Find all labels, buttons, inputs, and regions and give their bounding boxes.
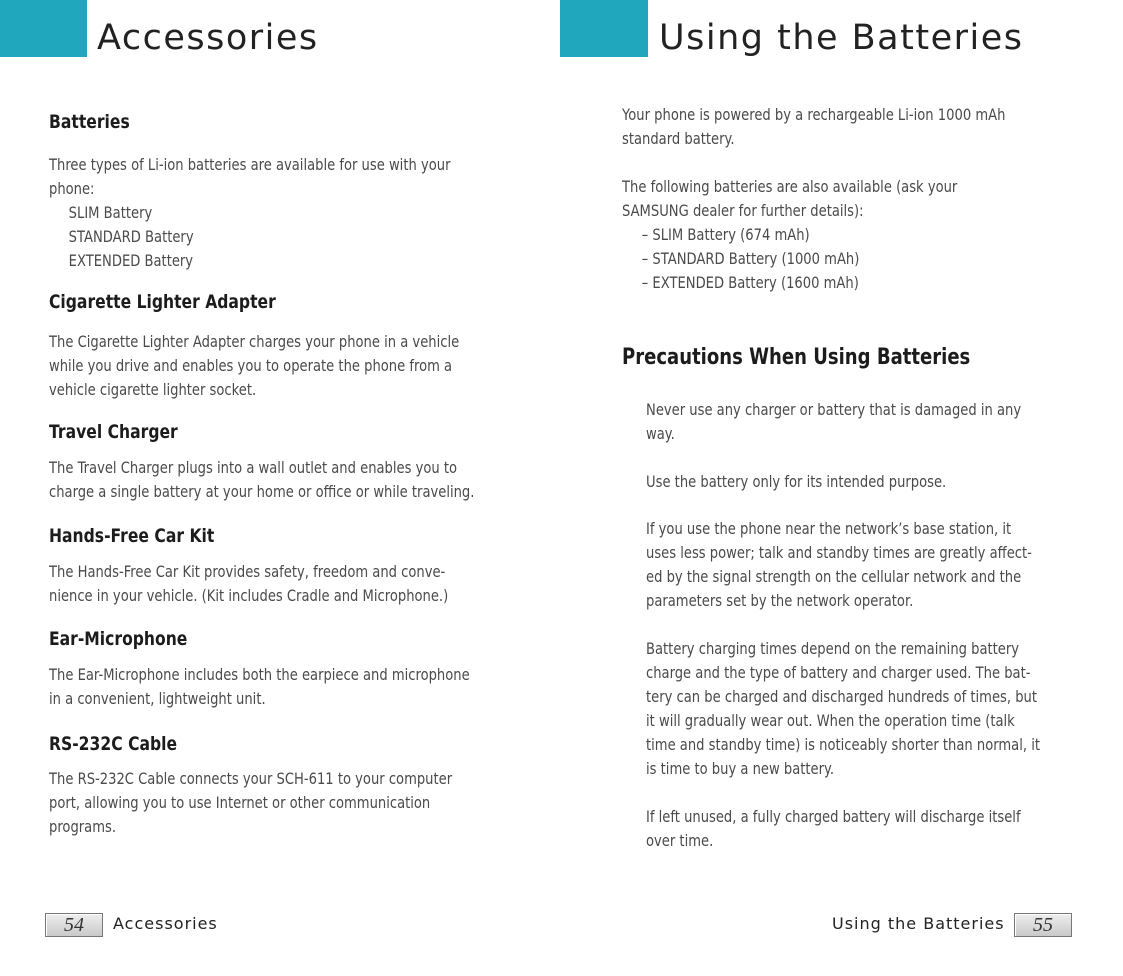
- section-body-batteries: [49, 153, 450, 273]
- header-tab: [560, 0, 648, 57]
- text-line: Never use any charger or battery that is damaged in any: [646, 400, 1022, 419]
- text-line: The Cigarette Lighter Adapter charges your phone in a vehicle: [49, 332, 460, 351]
- text-line: The following batteries are also available (ask your: [622, 177, 958, 196]
- text-line: uses less power; talk and standby times are greatly affect-: [646, 543, 1032, 562]
- text-line: phone:: [49, 179, 95, 198]
- text-line: is time to buy a new battery.: [646, 759, 835, 778]
- text-line: The RS-232C Cable connects your SCH-611 to your computer: [49, 769, 453, 788]
- text-line: programs.: [49, 817, 117, 836]
- text-line: Your phone is powered by a rechargeable Li-ion 1000 mAh: [622, 105, 1006, 124]
- text-line: in a convenient, lightweight unit.: [49, 689, 266, 708]
- section-heading-ear-microphone: Ear-Microphone: [49, 628, 188, 650]
- text-line: Use the battery only for its intended purpose.: [646, 472, 947, 491]
- battery-type-item: SLIM Battery: [68, 203, 153, 222]
- text-line: way.: [646, 424, 675, 443]
- battery-list-item: – SLIM Battery (674 mAh): [641, 225, 810, 244]
- text-line: parameters set by the network operator.: [646, 591, 914, 610]
- text-line: The Travel Charger plugs into a wall outlet and enables you to: [49, 458, 458, 477]
- text-line: Battery charging times depend on the remaining battery: [646, 639, 1020, 658]
- page-title: Using the Batteries: [659, 18, 1024, 58]
- battery-list-item: – STANDARD Battery (1000 mAh): [641, 249, 860, 268]
- precaution-item: [646, 470, 946, 494]
- battery-list-item: – EXTENDED Battery (1600 mAh): [641, 273, 859, 292]
- precaution-item: [646, 517, 1032, 613]
- section-heading-travel-charger: Travel Charger: [49, 421, 178, 443]
- text-line: charge and the type of battery and charger used. The bat-: [646, 663, 1031, 682]
- page-number-badge: [1014, 913, 1072, 937]
- available-batteries-paragraph: [622, 175, 957, 295]
- text-line: standard battery.: [622, 129, 735, 148]
- left-page: [0, 0, 560, 976]
- precautions-heading: Precautions When Using Batteries: [622, 345, 971, 370]
- section-heading-batteries: Batteries: [49, 111, 130, 133]
- page-title: Accessories: [97, 18, 319, 58]
- battery-type-item: EXTENDED Battery: [68, 251, 194, 270]
- text-line: vehicle cigarette lighter socket.: [49, 380, 257, 399]
- precaution-item: [646, 398, 1021, 446]
- precaution-item: [646, 637, 1040, 781]
- battery-type-item: STANDARD Battery: [68, 227, 194, 246]
- section-body-rs232c-cable: [49, 767, 452, 839]
- text-line: The Hands-Free Car Kit provides safety, freedom and conve-: [49, 562, 446, 581]
- section-heading-cigarette-lighter-adapter: Cigarette Lighter Adapter: [49, 291, 276, 313]
- page-number: 54: [64, 914, 84, 936]
- text-line: while you drive and enables you to operate the phone from a: [49, 356, 453, 375]
- text-line: If left unused, a fully charged battery will discharge itself: [646, 807, 1021, 826]
- section-heading-rs232c-cable: RS-232C Cable: [49, 733, 178, 755]
- text-line: port, allowing you to use Internet or other communication: [49, 793, 431, 812]
- text-line: it will gradually wear out. When the operation time (talk: [646, 711, 1015, 730]
- header-tab: [0, 0, 87, 57]
- section-body-ear-microphone: [49, 663, 470, 711]
- footer-label: Using the Batteries: [832, 914, 1005, 933]
- text-line: tery can be charged and discharged hundreds of times, but: [646, 687, 1037, 706]
- page-number-badge: [45, 913, 103, 937]
- precaution-item: [646, 805, 1021, 853]
- section-body-cigarette-lighter-adapter: [49, 330, 459, 402]
- intro-paragraph: [622, 103, 1005, 151]
- text-line: charge a single battery at your home or office or while traveling.: [49, 482, 475, 501]
- section-body-hands-free-car-kit: [49, 560, 448, 608]
- text-line: SAMSUNG dealer for further details):: [622, 201, 864, 220]
- text-line: time and standby time) is noticeably shorter than normal, it: [646, 735, 1040, 754]
- text-line: ed by the signal strength on the cellular network and the: [646, 567, 1022, 586]
- text-line: over time.: [646, 831, 714, 850]
- text-line: If you use the phone near the network’s base station, it: [646, 519, 1012, 538]
- section-heading-hands-free-car-kit: Hands-Free Car Kit: [49, 525, 215, 547]
- text-line: The Ear-Microphone includes both the earpiece and microphone: [49, 665, 470, 684]
- page-number: 55: [1033, 914, 1053, 936]
- right-page: [560, 0, 1123, 976]
- footer-label: Accessories: [113, 914, 218, 933]
- text-line: nience in your vehicle. (Kit includes Cradle and Microphone.): [49, 586, 449, 605]
- text-line: Three types of Li-ion batteries are available for use with your: [49, 155, 451, 174]
- section-body-travel-charger: [49, 456, 474, 504]
